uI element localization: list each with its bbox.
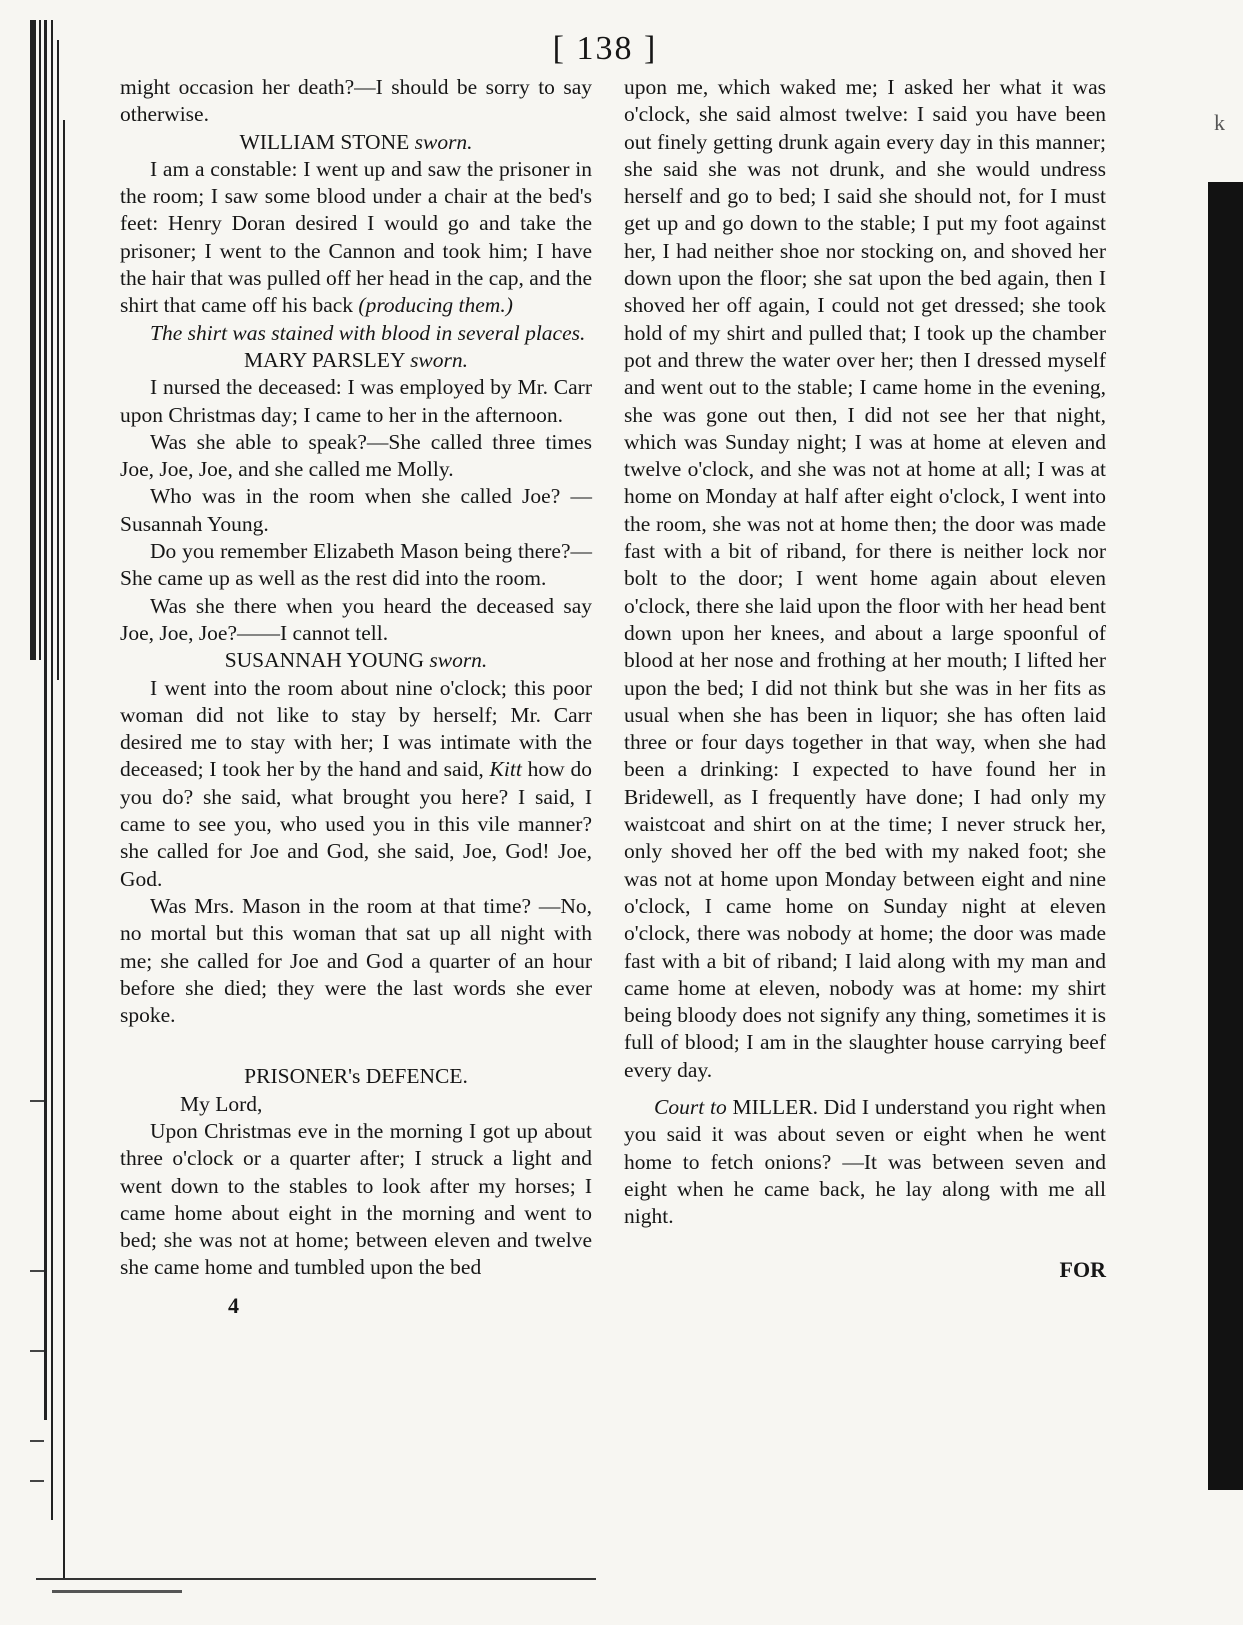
right-column [624, 74, 1106, 1284]
salutation: My Lord, [180, 1091, 263, 1116]
witness-name: MARY PARSLEY [243, 347, 405, 372]
left-column [120, 74, 592, 1319]
witness-name: SUSANNAH YOUNG [224, 648, 424, 673]
section-heading: PRISONER's DEFENCE. [244, 1064, 468, 1089]
paragraph-text: I am a constable: I went up and saw the prisoner in the room; I saw some blood under a chair at the bed's feet: Henry Doran desired I would go and take the prisoner; I went to the Cannon and took him; I have the hair that was pulled off her head in the cap, and the shirt that came off his back [120, 156, 592, 318]
paragraph [120, 675, 592, 893]
court-name: MILLER. [732, 1094, 818, 1119]
paragraph: Was she there when you heard the deceased say Joe, Joe, Joe?——I cannot tell. [120, 593, 592, 645]
paragraph: might occasion her death?—I should be sorry to say otherwise. [120, 75, 592, 127]
page-number: [ 138 ] [552, 30, 658, 67]
paragraph: Was she able to speak?—She called three times Joe, Joe, Joe, and she called me Molly. [120, 429, 592, 482]
signature-mark: 4 [228, 1292, 239, 1318]
paragraph-italic: (producing them.) [358, 293, 513, 318]
catchword: FOR [1059, 1257, 1106, 1283]
sworn-label: sworn. [414, 129, 473, 154]
sworn-label: sworn. [410, 347, 469, 372]
court-label: Court to [654, 1094, 727, 1119]
binding-edge [30, 20, 70, 1580]
paragraph: Who was in the room when she called Joe? —Susannah Young. [120, 484, 592, 536]
paragraph-italic: Kitt [489, 757, 522, 782]
witness-heading [120, 347, 592, 374]
sworn-label: sworn. [429, 648, 488, 673]
bottom-rule-mark [52, 1590, 182, 1593]
paragraph: Upon Christmas eve in the morning I got up about three o'clock or a quarter after; I struck a light and went down to the stables to look after my horses; I came home about eight in the morning and went to bed; she was not at home; between eleven and twelve she came home and tumbled upon the bed [120, 1118, 592, 1280]
paragraph-text: how do you do? she said, what brought you here? I said, I came to see you, who used you in this vile manner? she called for Joe and God, she said, Joe, God! Joe, God. [120, 757, 593, 891]
adjacent-page-edge [1208, 182, 1243, 1490]
witness-heading [120, 647, 592, 674]
paragraph: upon me, which waked me; I asked her what it was o'clock, she said almost twelve: I said you have been out finely getting drunk again every day in this manner; she said she was not drunk, and she would undress herself and go to bed; I said she should not, for I must get up and go down to the stable; I put my foot against her, I had neither shoe nor stocking on, and shoved her down upon the floor; she sat upon the bed again, then I shoved her off again, I could not get dressed; she took hold of my shirt and pulled that; I took up the chamber pot and threw the water over her; then I dressed myself and went out to the stable; I came home in the evening, she was gone out then, I did not see her that night, which was Sunday night; I was at home at eleven and twelve o'clock, and she was not at home at all; I was at home on Monday at half after eight o'clock, I went into the room, she was not at home then; the door was made fast with a bit of riband, for there is neither lock nor bolt to the door; I went home again about eleven o'clock, there she laid upon the floor with her head bent down upon her knees, and about a large spoonful of blood at her nose and frothing at her mouth; I lifted her upon the bed; I did not think but she was in her fits as usual when she has been in liquor; she has often laid three or four days together in that way, when she had been a drinking: I expected to have found her in Bridewell, as I frequently have done; I had only my waistcoat and shirt on at the time; I never struck her, only shoved her off the bed with my naked foot; she was not at home upon Monday between eight and nine o'clock, I came home on Sunday night at eleven o'clock, there was nobody at home; the door was made fast with a bit of riband; I laid along with my man and came home at eleven, nobody was at home: my shirt being bloody does not signify any thing, sometimes it is full of blood; I am in the slaughter house carrying beef every day. [624, 75, 1106, 1082]
bottom-rule [36, 1578, 596, 1580]
paragraph: I nursed the deceased: I was employed by Mr. Carr upon Christmas day; I came to her in the afternoon. [120, 375, 592, 427]
witness-name: WILLIAM STONE [239, 129, 410, 154]
paragraph: Was Mrs. Mason in the room at that time? —No, no mortal but this woman that sat up all night with me; she called for Joe and God a quarter of an hour before she died; they were the last words she ever spoke. [120, 893, 592, 1028]
paragraph-text: I went into the room about nine o'clock; this poor woman did not like to stay by herself; Mr. Carr desired me to stay with her; I was intimate with the deceased; I took her by the hand and said, [120, 675, 592, 782]
note: The shirt was stained with blood in several places. [150, 320, 586, 345]
paragraph [624, 1094, 1106, 1230]
witness-heading [120, 129, 592, 156]
paragraph [120, 156, 592, 320]
paragraph-text: Did I understand you right when you said it was about seven or eight when he went home to fetch onions? —It was between seven and eight when he came back, he lay along with me all night. [624, 1094, 1107, 1229]
paragraph: Do you remember Elizabeth Mason being there?—She came up as well as the rest did into the room. [120, 539, 592, 591]
margin-mark: k [1214, 110, 1225, 135]
